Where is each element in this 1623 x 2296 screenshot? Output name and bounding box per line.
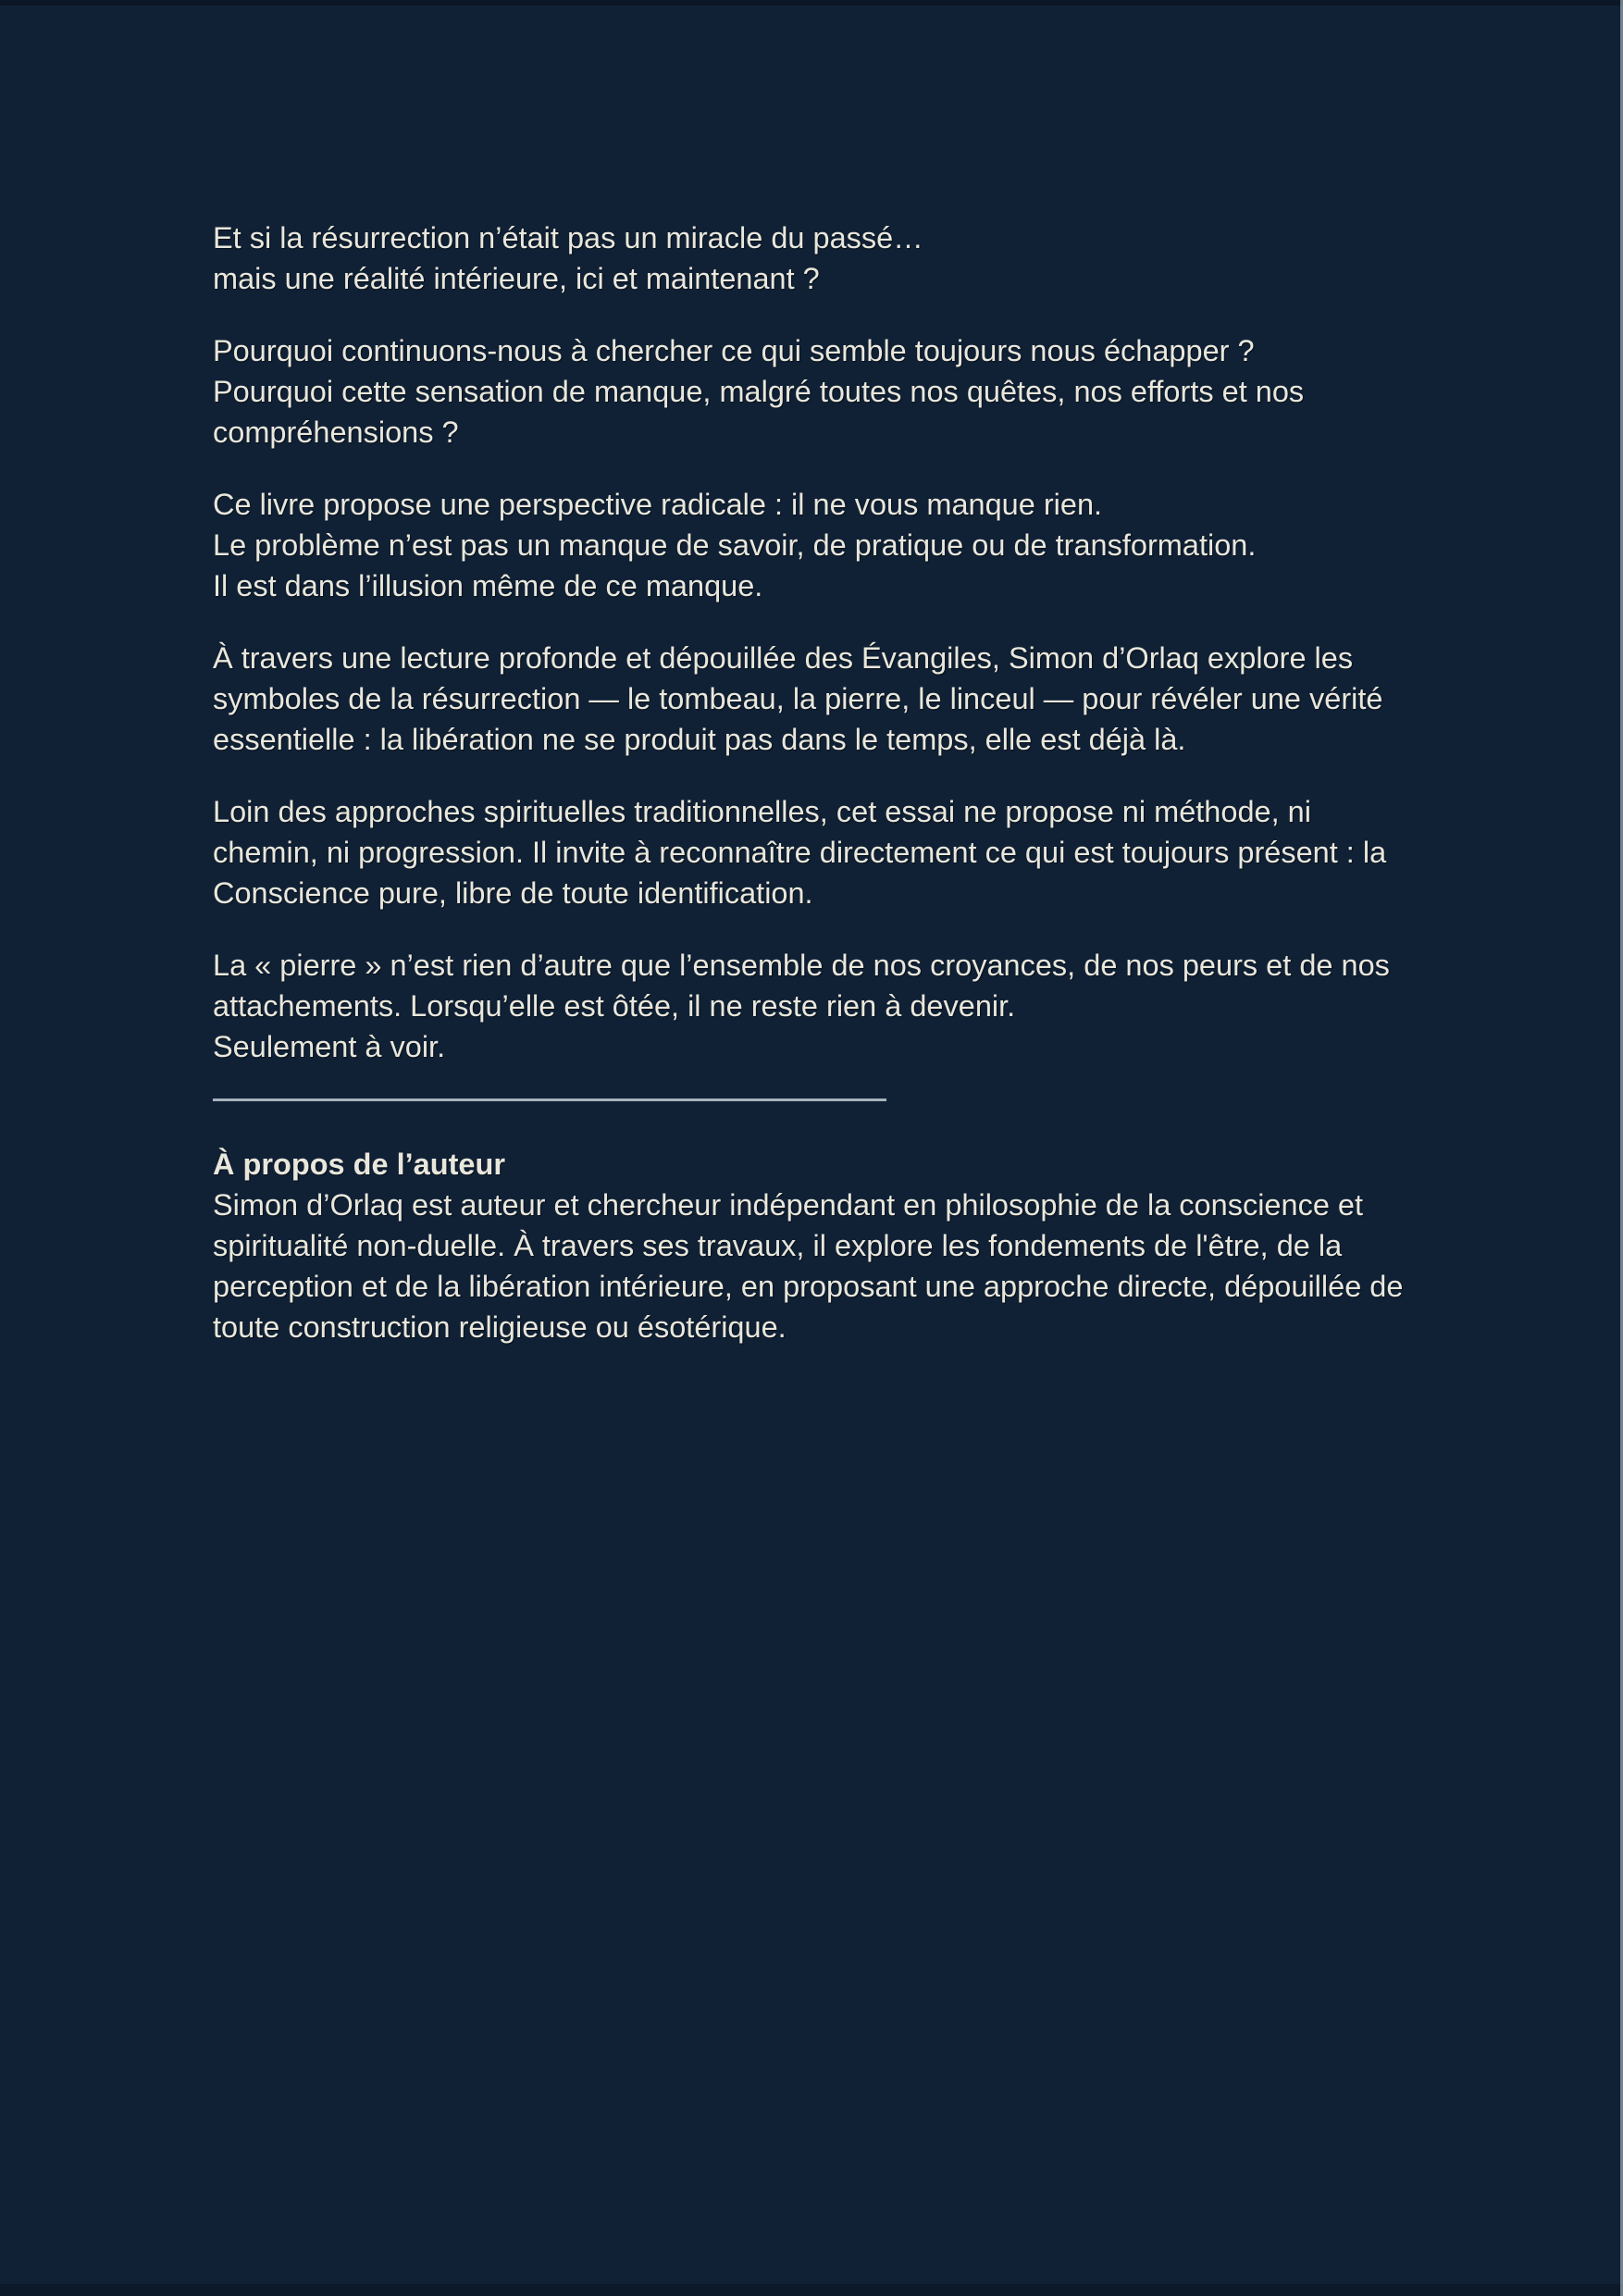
- bottom-edge-shadow: [0, 2284, 1623, 2296]
- about-author-section: [213, 1144, 1527, 1347]
- author-bio-line: perception et de la libération intérieure, en proposant une approche directe, dépouillée de: [213, 1270, 1404, 1303]
- hook-paragraph: [213, 217, 1527, 299]
- text-line: Et si la résurrection n’était pas un miracle du passé…: [213, 221, 923, 254]
- text-line: Pourquoi cette sensation de manque, malgré toutes nos quêtes, nos efforts et nos: [213, 375, 1305, 408]
- question-paragraph: [213, 330, 1527, 453]
- text-line: À travers une lecture profonde et dépouillée des Évangiles, Simon d’Orlaq explore les: [213, 641, 1354, 675]
- top-edge-shadow: [0, 0, 1623, 6]
- text-line: compréhensions ?: [213, 416, 459, 449]
- author-bio-line: toute construction religieuse ou ésotérique.: [213, 1310, 787, 1344]
- text-line: essentielle : la libération ne se produit pas dans le temps, elle est déjà là.: [213, 723, 1186, 756]
- text-line: chemin, ni progression. Il invite à reconnaître directement ce qui est toujours présent : la: [213, 836, 1387, 869]
- back-cover-text: [213, 217, 1527, 1347]
- about-author-heading: À propos de l’auteur: [213, 1148, 506, 1181]
- text-line: mais une réalité intérieure, ici et maintenant ?: [213, 262, 820, 295]
- divider-line: [213, 1098, 886, 1101]
- approach-paragraph: [213, 791, 1527, 913]
- text-line: attachements. Lorsqu’elle est ôtée, il ne reste rien à devenir.: [213, 989, 1016, 1023]
- text-line: Le problème n’est pas un manque de savoir, de pratique ou de transformation.: [213, 528, 1257, 562]
- text-line: symboles de la résurrection — le tombeau, la pierre, le linceul — pour révéler une vérité: [213, 682, 1383, 715]
- symbols-paragraph: [213, 638, 1527, 760]
- text-line: Pourquoi continuons-nous à chercher ce qui semble toujours nous échapper ?: [213, 334, 1255, 367]
- text-line: La « pierre » n’est rien d’autre que l’ensemble de nos croyances, de nos peurs et de nos: [213, 949, 1390, 982]
- text-line: Ce livre propose une perspective radicale : il ne vous manque rien.: [213, 488, 1103, 521]
- text-line: Loin des approches spirituelles traditionnelles, cet essai ne propose ni méthode, ni: [213, 795, 1311, 828]
- text-line: Il est dans l’illusion même de ce manque.: [213, 569, 763, 602]
- text-line: Seulement à voir.: [213, 1030, 446, 1063]
- premise-paragraph: [213, 484, 1527, 606]
- author-bio-line: Simon d’Orlaq est auteur et chercheur indépendant en philosophie de la conscience et: [213, 1188, 1364, 1222]
- author-bio-line: spiritualité non-duelle. À travers ses travaux, il explore les fondements de l'être, de la: [213, 1229, 1343, 1262]
- text-line: Conscience pure, libre de toute identification.: [213, 876, 813, 910]
- stone-paragraph: [213, 945, 1527, 1067]
